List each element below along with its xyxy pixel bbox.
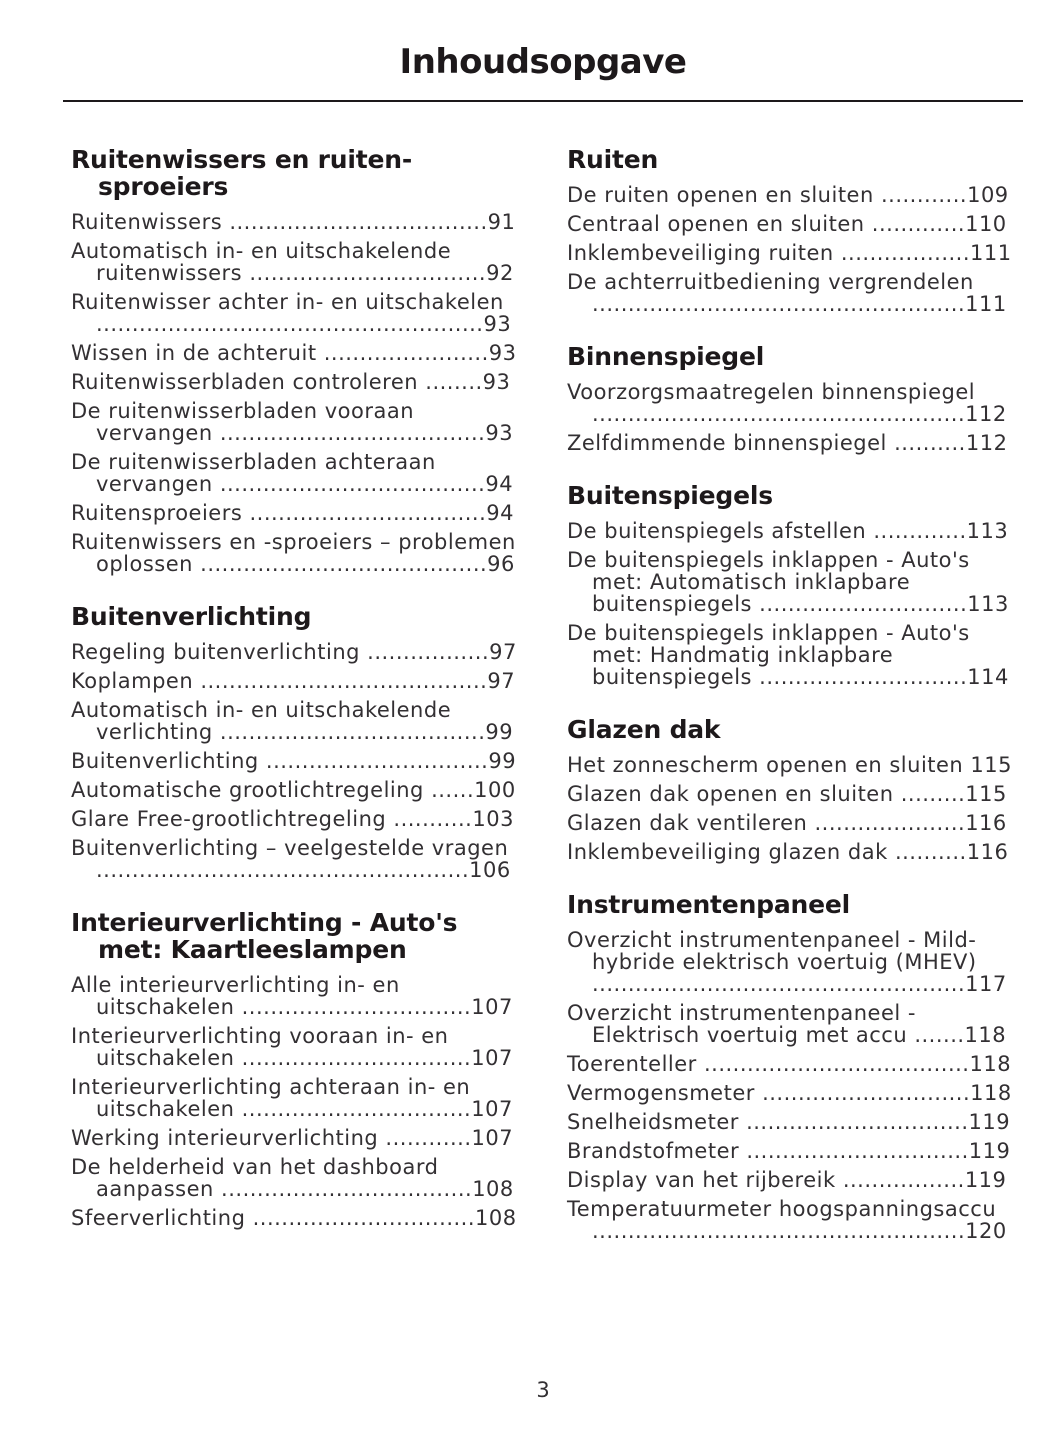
toc-entry-label: De buitenspiegels inklappen - Auto's met: Automatisch inklapbare buitenspiegels [567, 548, 970, 616]
toc-entry-label: Overzicht instrumentenpaneel - Mild-hybride elektrisch voertuig (MHEV) [567, 928, 977, 974]
toc-entry-page: 116 [965, 811, 1007, 835]
toc-entry-page: 111 [970, 241, 1012, 265]
toc-entry-page: 120 [965, 1219, 1007, 1243]
toc-entry-page: 92 [486, 261, 514, 285]
toc-entry-label: Werking interieurverlichting [71, 1126, 386, 1150]
toc-entry[interactable] [71, 371, 517, 393]
toc-entry-label: Ruitenwissers [71, 210, 230, 234]
dot-leader: ............................. [762, 1081, 971, 1105]
toc-entry[interactable] [71, 670, 517, 692]
dot-leader: ............................... [265, 749, 489, 773]
toc-entry-page: 113 [967, 592, 1009, 616]
toc-entry[interactable] [71, 240, 517, 284]
toc-entry-label: Toerenteller [567, 1052, 704, 1076]
toc-column-left [71, 146, 517, 1249]
dot-leader: .................................................... [592, 292, 966, 316]
section-heading: Interieurverlichting - Auto's met: Kaartleeslampen [71, 908, 458, 964]
toc-entry-label: Buitenverlichting – veelgestelde vragen [71, 836, 509, 860]
toc-entry-page: 119 [968, 1139, 1011, 1163]
toc-entry[interactable] [567, 271, 1013, 315]
toc-entry-page: 99 [485, 720, 514, 744]
toc-entry-label: Buitenverlichting [71, 749, 266, 773]
toc-entry[interactable] [567, 1198, 1013, 1242]
toc-entry-page: 107 [471, 995, 513, 1019]
toc-entry[interactable] [71, 837, 517, 881]
page-title: Inhoudsopgave [399, 42, 687, 82]
toc-entry-label: Ruitenwisser achter in- en uitschakelen [71, 290, 504, 314]
toc-entry-label: Automatische grootlichtregeling [71, 778, 432, 802]
dot-leader: ........... [393, 807, 473, 831]
dot-leader: ..................................... [219, 421, 486, 445]
toc-entry[interactable] [71, 291, 517, 335]
toc-entry-page: 99 [488, 749, 517, 773]
toc-entry-page: 93 [485, 421, 514, 445]
toc-entry[interactable] [567, 783, 1013, 805]
dot-leader: ..................... [814, 811, 966, 835]
toc-entry-page: 97 [489, 640, 517, 664]
toc-entry[interactable] [71, 502, 517, 524]
toc-entry[interactable] [567, 520, 1013, 542]
toc-entry[interactable] [71, 1207, 517, 1229]
dot-leader: .......... [894, 840, 967, 864]
toc-entry-label: Koplampen [71, 669, 201, 693]
toc-entry-page: 113 [966, 519, 1009, 543]
dot-leader: ............ [880, 183, 968, 207]
toc-entry[interactable] [71, 451, 517, 495]
toc-entry-page: 94 [485, 472, 514, 496]
section-heading: Glazen dak [567, 715, 721, 744]
toc-entry-page: 107 [471, 1097, 513, 1121]
toc-entry-label: Glare Free-grootlichtregeling [71, 807, 394, 831]
dot-leader: ............................... [252, 1206, 476, 1230]
section-heading: Binnenspiegel [567, 342, 765, 371]
toc-entry-label: De ruiten openen en sluiten [567, 183, 881, 207]
toc-entry-label: Automatisch in- en uitschakelende ruitenwissers [71, 239, 452, 285]
toc-entry-label: Vermogensmeter [567, 1081, 763, 1105]
toc-entry-label: Brandstofmeter [567, 1139, 747, 1163]
toc-entry-page: 94 [486, 501, 515, 525]
dot-leader: ............................. [759, 665, 968, 689]
toc-entry[interactable] [567, 381, 1013, 425]
toc-entry-page: 108 [472, 1177, 514, 1201]
toc-entry-page: 93 [483, 312, 512, 336]
dot-leader: ...... [431, 778, 475, 802]
toc-entry-label: Ruitenwisserbladen controleren [71, 370, 426, 394]
toc-entry-page: 118 [969, 1052, 1012, 1076]
toc-entry-page: 119 [968, 1110, 1011, 1134]
toc-entry-label: De ruitenwisserbladen vooraan vervangen [71, 399, 415, 445]
dot-leader: ................................ [241, 1097, 472, 1121]
toc-entry[interactable] [567, 1082, 1013, 1104]
toc-entry-label: Glazen dak openen en sluiten [567, 782, 901, 806]
toc-entry-label: De buitenspiegels inklappen - Auto's met: Handmatig inklapbare buitenspiegels [567, 621, 970, 689]
toc-entry-page: 110 [965, 212, 1007, 236]
toc-entry-label: Ruitenwissers en -sproeiers – problemen oplossen [71, 530, 516, 576]
toc-entry-page: 108 [475, 1206, 517, 1230]
toc-entry-page: 109 [967, 183, 1009, 207]
toc-entry[interactable] [71, 211, 517, 233]
section-heading: Buitenspiegels [567, 481, 773, 510]
toc-entry-label: Glazen dak ventileren [567, 811, 815, 835]
toc-entry-page: 118 [970, 1081, 1012, 1105]
dot-leader: .................................................... [592, 1219, 966, 1243]
section-heading: Ruiten [567, 145, 659, 174]
dot-leader: .......... [894, 431, 966, 455]
toc-entry-page: 112 [965, 402, 1007, 426]
toc-entry-label: Automatisch in- en uitschakelende verlichting [71, 698, 452, 744]
toc-entry-label: Temperatuurmeter hoogspanningsaccu [567, 1197, 997, 1221]
toc-entry-page: 115 [970, 753, 1013, 777]
dot-leader: ................................. [249, 261, 487, 285]
dot-leader: ............. [873, 519, 967, 543]
toc-entry-label: Wissen in de achteruit [71, 341, 324, 365]
dot-leader: ............................... [746, 1139, 969, 1163]
dot-leader: .................................... [229, 210, 488, 234]
toc-entry[interactable] [567, 754, 1013, 776]
dot-leader: .................. [840, 241, 971, 265]
toc-entry-label: Interieurverlichting vooraan in- en uitschakelen [71, 1024, 449, 1070]
toc-entry-label: Alle interieurverlichting in- en uitschakelen [71, 973, 400, 1019]
dot-leader: .................................................... [592, 402, 966, 426]
toc-entry-page: 107 [471, 1126, 514, 1150]
toc-entry[interactable] [71, 808, 517, 830]
toc-entry[interactable] [71, 1127, 517, 1149]
dot-leader: ....................... [323, 341, 489, 365]
toc-entry-label: Voorzorgsmaatregelen binnenspiegel [567, 380, 976, 404]
toc-entry-label: Ruitensproeiers [71, 501, 250, 525]
toc-entry-label: Zelfdimmende binnenspiegel [567, 431, 895, 455]
toc-entry-label: Regeling buitenverlichting [71, 640, 368, 664]
toc-entry[interactable] [71, 974, 517, 1018]
dot-leader: ................. [842, 1168, 965, 1192]
toc-entry-page: 117 [965, 972, 1007, 996]
toc-entry-label: Snelheidsmeter [567, 1110, 747, 1134]
toc-entry-label: Overzicht instrumentenpaneel - Elektrisch voertuig met accu [567, 1001, 916, 1047]
toc-entry-page: 115 [965, 782, 1007, 806]
toc-entry-page: 96 [487, 552, 515, 576]
toc-entry[interactable] [567, 1169, 1013, 1191]
toc-entry-label: Inklembeveiliging ruiten [567, 241, 841, 265]
toc-entry-page: 93 [488, 341, 517, 365]
dot-leader: ................................... [221, 1177, 473, 1201]
dot-leader: ........................................ [200, 669, 488, 693]
toc-entry[interactable] [71, 699, 517, 743]
dot-leader: ...................................................... [96, 312, 484, 336]
toc-entry[interactable] [567, 1140, 1013, 1162]
toc-entry[interactable] [567, 622, 1013, 688]
toc-entry[interactable] [71, 400, 517, 444]
toc-entry-page: 114 [967, 665, 1009, 689]
toc-entry[interactable] [71, 750, 517, 772]
toc-entry-label: Display van het rijbereik [567, 1168, 843, 1192]
toc-entry-page: 107 [471, 1046, 513, 1070]
toc-entry[interactable] [71, 779, 517, 801]
toc-entry-page: 103 [472, 807, 514, 831]
dot-leader: ........ [425, 370, 483, 394]
toc-entry[interactable] [71, 531, 517, 575]
toc-entry-label: De ruitenwisserbladen achteraan vervangen [71, 450, 436, 496]
toc-entry-label: Centraal openen en sluiten [567, 212, 872, 236]
toc-entry[interactable] [567, 549, 1013, 615]
page-number: 3 [536, 1378, 550, 1402]
dot-leader: ..................................... [219, 472, 486, 496]
dot-leader: ..................................... [219, 720, 486, 744]
toc-entry[interactable] [71, 1076, 517, 1120]
toc-entry[interactable] [71, 641, 517, 663]
dot-leader: .................................................... [592, 972, 966, 996]
toc-entry-page: 97 [487, 669, 516, 693]
toc-entry[interactable] [71, 1156, 517, 1200]
toc-entry-page: 119 [964, 1168, 1007, 1192]
toc-entry-page: 111 [965, 292, 1007, 316]
toc-entry-page: 112 [965, 431, 1008, 455]
dot-leader: ......... [900, 782, 966, 806]
dot-leader: ................................ [241, 995, 472, 1019]
dot-leader: ................................ [241, 1046, 472, 1070]
dot-leader: ................................. [249, 501, 487, 525]
dot-leader: ....... [914, 1023, 965, 1047]
toc-entry[interactable] [567, 1053, 1013, 1075]
toc-entry-label: Sfeerverlichting [71, 1206, 253, 1230]
toc-entry[interactable] [567, 841, 1013, 863]
dot-leader: ............ [385, 1126, 472, 1150]
toc-entry-page: 106 [469, 858, 511, 882]
section-heading: Instrumentenpaneel [567, 890, 851, 919]
toc-entry-label: Inklembeveiliging glazen dak [567, 840, 895, 864]
toc-entry[interactable] [567, 1111, 1013, 1133]
toc-entry[interactable] [567, 1002, 1013, 1046]
title-divider [63, 100, 1023, 102]
toc-entry-page: 118 [964, 1023, 1007, 1047]
toc-entry-page: 116 [966, 840, 1009, 864]
dot-leader: ............................. [759, 592, 968, 616]
toc-columns [63, 146, 1023, 1249]
dot-leader: ................. [367, 640, 490, 664]
toc-entry-label: Het zonnescherm openen en sluiten [567, 753, 971, 777]
dot-leader: ........................................ [200, 552, 488, 576]
toc-entry-label: De helderheid van het dashboard aanpassen [71, 1155, 439, 1201]
dot-leader: ............................... [746, 1110, 969, 1134]
toc-entry-label: De buitenspiegels afstellen [567, 519, 874, 543]
toc-entry[interactable] [567, 929, 1013, 995]
toc-entry[interactable] [567, 242, 1013, 264]
section-heading: Buitenverlichting [71, 602, 312, 631]
toc-entry-page: 91 [487, 210, 516, 234]
toc-entry[interactable] [71, 342, 517, 364]
dot-leader: ..................................... [703, 1052, 970, 1076]
dot-leader: .................................................... [96, 858, 470, 882]
toc-entry-page: 93 [482, 370, 511, 394]
dot-leader: ............. [871, 212, 966, 236]
toc-entry-label: Interieurverlichting achteraan in- en uitschakelen [71, 1075, 471, 1121]
section-heading: Ruitenwissers en ruiten-sproeiers [71, 145, 413, 201]
toc-entry[interactable] [567, 213, 1013, 235]
toc-entry[interactable] [567, 432, 1013, 454]
toc-entry[interactable] [567, 184, 1013, 206]
toc-entry[interactable] [567, 812, 1013, 834]
toc-entry[interactable] [71, 1025, 517, 1069]
toc-entry-label: De achterruitbediening vergrendelen [567, 270, 974, 294]
toc-column-right [567, 146, 1013, 1249]
toc-entry-page: 100 [474, 778, 516, 802]
